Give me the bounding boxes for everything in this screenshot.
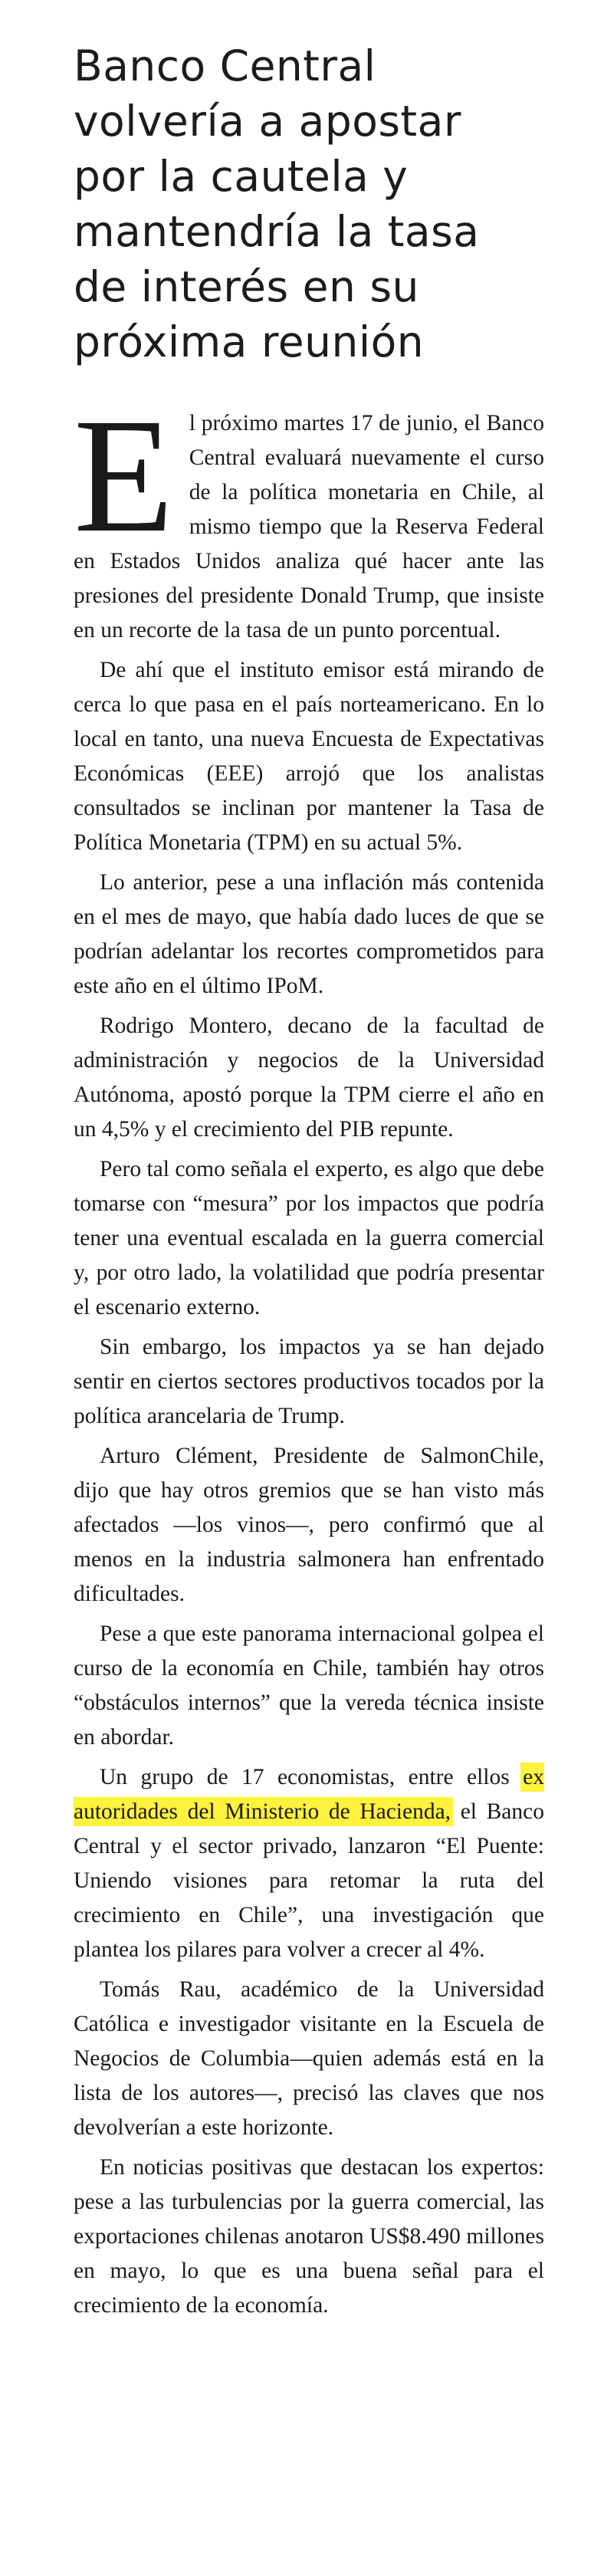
article-body xyxy=(74,385,544,2323)
article-paragraph-8: Pese a que este panorama internacional golpea el curso de la economía en Chile, también hay otros “obstáculos internos” que la vereda técnica insiste en abordar. xyxy=(74,1622,544,1750)
article-paragraph-4: Rodrigo Montero, decano de la facultad de administración y negocios de la Universidad Autónoma, apostó porque la TPM cierre el año en un 4,5% y el crecimiento del PIB repunte. xyxy=(74,1014,544,1142)
paragraph-text-after: el Banco Central y el sector privado, lanzaron “El Puente: Uniendo visiones para retomar la ruta del crecimiento en Chile”, una investigación que plantea los pilares para volver a crecer al 4%. xyxy=(74,1799,544,1962)
article-paragraph-10: Tomás Rau, académico de la Universidad Católica e investigador visitante en la Escuela de Negocios de Columbia—quien además está en la lista de los autores—, precisó las claves que nos devolverían a este horizonte. xyxy=(74,1977,544,2140)
article-paragraph-3: Lo anterior, pese a una inflación más contenida en el mes de mayo, que había dado luces de que se podrían adelantar los recortes comprometidos para este año en el último IPoM. xyxy=(74,870,544,998)
article-paragraph-6: Sin embargo, los impactos ya se han dejado sentir en ciertos sectores productivos tocados por la política arancelaria de Trump. xyxy=(74,1335,544,1428)
news-article xyxy=(74,38,544,2328)
article-paragraph-9 xyxy=(74,1760,544,1967)
drop-cap: E xyxy=(74,385,174,567)
highlighted-text: ex autoridades del Ministerio de Hacienda, xyxy=(74,1765,544,1824)
article-paragraph-2: De ahí que el instituto emisor está mirando de cerca lo que pasa en el país norteamericano. En lo local en tanto, una nueva Encuesta de Expectativas Económicas (EEE) arrojó que los analistas consultados se inclinan por mantener la Tasa de Política Monetaria (TPM) en su actual 5%. xyxy=(74,658,544,855)
article-paragraph-5: Pero tal como señala el experto, es algo que debe tomarse con “mesura” por los impactos que podría tener una eventual escalada en la guerra comercial y, por otro lado, la volatilidad que podría presentar el escenario externo. xyxy=(74,1157,544,1319)
article-headline: Banco Central volvería a apostar por la cautela y mantendría la tasa de interés en su próxima reunión xyxy=(74,41,480,366)
article-paragraph-11: En noticias positivas que destacan los expertos: pese a las turbulencias por la guerra comercial, las exportaciones chilenas anotaron US$8.490 millones en mayo, lo que es una buena señal para el crecimiento de la economía. xyxy=(74,2155,544,2318)
paragraph-text-before: Un grupo de 17 economistas, entre ellos xyxy=(100,1765,524,1789)
article-paragraph-1 xyxy=(74,385,544,648)
paragraph-text: l próximo martes 17 de junio, el Banco Central evaluará nuevamente el curso de la política monetaria en Chile, al mismo tiempo que la Reserva Federal en Estados Unidos analiza qué hacer ante las presiones del presidente Donald Trump, que insiste en un recorte de la tasa de un punto porcentual. xyxy=(74,411,544,642)
article-paragraph-7: Arturo Clément, Presidente de SalmonChile, dijo que hay otros gremios que se han visto más afectados —los vinos—, pero confirmó que al menos en la industria salmonera han enfrentado dificultades. xyxy=(74,1444,544,1606)
